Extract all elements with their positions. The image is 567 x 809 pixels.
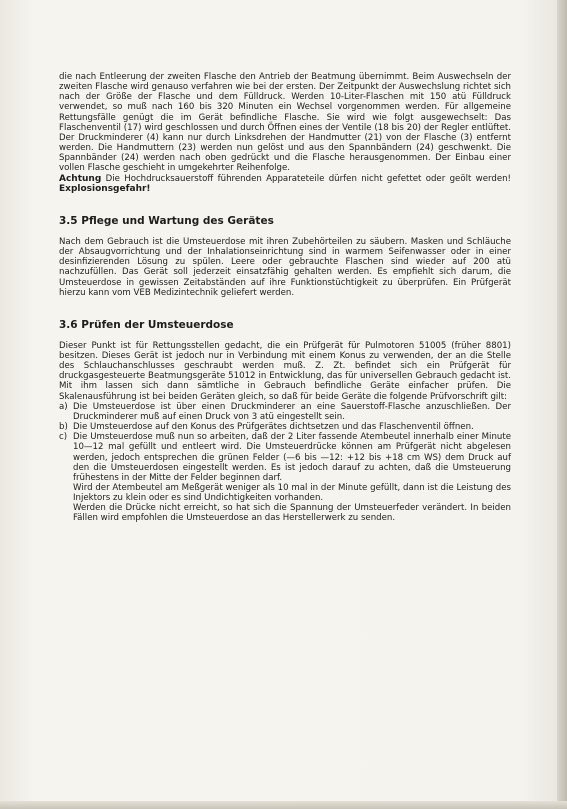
testing-tail-paragraph-2: Werden die Drücke nicht erreicht, so hat sich die Spannung der Umsteuerfeder verändert. In beiden Fällen wird empfohlen die Umsteuerdose an das Herstellerwerk zu senden. xyxy=(73,503,511,524)
section-heading-testing: 3.6 Prüfen der Umsteuerdose xyxy=(59,318,234,331)
testing-paragraph: Dieser Punkt ist für Rettungsstellen gedacht, die ein Prüfgerät für Pulmotoren 51005 (früher 8801) besitzen. Dieses Gerät ist jedoch nur in Verbindung mit einem Konus zu verwenden, der an die Stelle des Schlauchanschlusses geschraubt werden muß. Z. Zt. befindet sich ein Prüfgerät für druckgasgesteuerte Beatmungsgeräte 51012 in Entwicklung, das für universellen Gebrauch gedacht ist. Mit ihm lassen sich dann sämtliche in Gebrauch befindliche Geräte einfacher prüfen. Die Skalenausführung ist bei beiden Geräten gleich, so daß für beide Geräte die folgende Prüfvorschrift gilt: xyxy=(59,340,511,402)
list-item-text: Die Umsteuerdose ist über einen Druckminderer an eine Sauerstoff-Flasche anzuschließen. Der Druckminderer muß auf einen Druck von 3 atü eingestellt sein. xyxy=(73,401,511,422)
warning-text: Die Hochdrucksauerstoff führenden Apparateteile dürfen nicht gefettet oder geölt werden! xyxy=(101,173,511,184)
page-edge-bottom xyxy=(0,801,567,809)
testing-tail-paragraph-1: Wird der Atembeutel am Meßgerät weniger als 10 mal in der Minute gefüllt, dann ist die Leistung des Injektors zu klein oder es sind Undichtigkeiten vorhanden. xyxy=(73,483,511,504)
page-edge-right xyxy=(557,0,567,809)
list-item-mark: b) xyxy=(59,422,68,433)
list-item-text: Die Umsteuerdose auf den Konus des Prüfgerätes dichtsetzen und das Flaschenventil öffnen. xyxy=(73,422,474,433)
care-paragraph: Nach dem Gebrauch ist die Umsteuerdose mit ihren Zubehörteilen zu säubern. Masken und Schläuche der Absaugvorrichtung und der Inhalationseinrichtung sind in warmem Seifenwasser oder in einer desinfizierenden Lösung zu spülen. Leere oder gebrauchte Flaschen sind wieder auf 200 atü nachzufüllen. Das Gerät soll jederzeit einsatzfähig gehalten werden. Es empfiehlt sich darum, die Umsteuerdose in gewissen Zeitabständen auf ihre Funktionstüchtigkeit zu überprüfen. Ein Prüfgerät hierzu kann vom VEB Medizintechnik geliefert werden. xyxy=(59,236,511,298)
warning-strong: Explosionsgefahr! xyxy=(59,183,151,194)
test-steps-list xyxy=(59,402,511,483)
list-item xyxy=(59,402,511,422)
section-heading-care: 3.5 Pflege und Wartung des Gerätes xyxy=(59,214,274,227)
list-item-mark: a) xyxy=(59,401,68,412)
list-item xyxy=(59,422,511,432)
warning-lead: Achtung xyxy=(59,173,102,184)
list-item xyxy=(59,432,511,483)
warning-paragraph xyxy=(59,174,511,194)
page-content xyxy=(59,72,511,524)
list-item-mark: c) xyxy=(59,432,68,443)
list-item-text: Die Umsteuerdose muß nun so arbeiten, daß der 2 Liter fassende Atembeutel innerhalb einer Minute 10—12 mal gefüllt und entleert wird. Die Umsteuerdrücke können am Prüfgerät nicht abgelesen werden, jedoch entsprechen die grünen Felder (—6 bis —12: +12 bis +18 cm WS) dem Druck auf den die Umsteuerdosen eingestellt werden. Es ist jedoch darauf zu achten, daß die Umsteuerung frühestens in der Mitte der Felder beginnen darf. xyxy=(73,432,511,483)
intro-paragraph: die nach Entleerung der zweiten Flasche den Antrieb der Beatmung übernimmt. Beim Auswechseln der zweiten Flasche wird genauso verfahren wie bei der ersten. Der Zeitpunkt der Auswechslung richtet sich nach der Größe der Flasche und dem Fülldruck. Werden 10-Liter-Flaschen mit 150 atü Fülldruck verwendet, so muß nach 160 bis 320 Minuten ein Wechsel vorgenommen werden. Für allgemeine Rettungsfälle genügt die im Gerät befindliche Flasche. Sie wird wie folgt ausgewechselt: Das Flaschenventil (17) wird geschlossen und durch Öffnen eines der Ventile (18 bis 20) der Regler entlüftet. Der Druckminderer (4) kann nur durch Linksdrehen der Handmutter (21) von der Flasche (3) entfernt werden. Die Handmuttern (23) werden nun gelöst und aus den Spannbändern (24) geschwenkt. Die Spannbänder (24) werden nach oben gedrückt und die Flasche herausgenommen. Der Einbau einer vollen Flasche geschieht in umgekehrter Reihenfolge. xyxy=(59,72,511,174)
